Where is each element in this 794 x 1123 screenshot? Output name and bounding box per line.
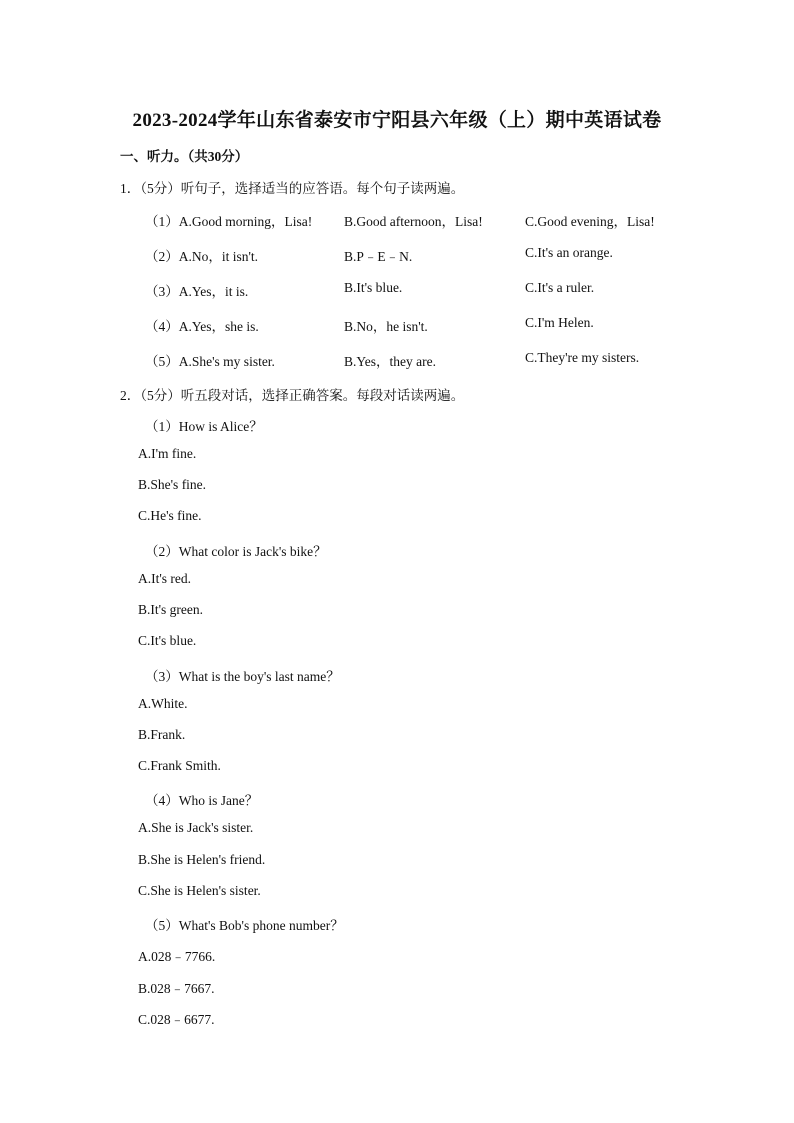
- question-2-sub-5: （5）What's Bob's phone number？: [145, 918, 344, 933]
- option-a: A.It's red.: [138, 571, 192, 586]
- option-b: B.She's fine.: [138, 477, 207, 492]
- option-c: C.028﹣6677.: [138, 1012, 215, 1027]
- option-c: C.Frank Smith.: [138, 758, 221, 773]
- option-c: C.It's an orange.: [525, 245, 613, 260]
- option-a: （1）A.Good morning，Lisa!: [145, 214, 313, 229]
- option-c: C.She is Helen's sister.: [138, 883, 261, 898]
- option-c: C.I'm Helen.: [525, 315, 594, 330]
- option-a: A.White.: [138, 696, 188, 711]
- question-2-sub-3: （3）What is the boy's last name？: [145, 669, 340, 684]
- option-b: B.Frank.: [138, 727, 186, 742]
- option-b: B.It's green.: [138, 602, 204, 617]
- option-b: B.It's blue.: [344, 280, 403, 295]
- option-c: C.They're my sisters.: [525, 350, 640, 365]
- option-a: （3）A.Yes，it is.: [145, 284, 249, 299]
- option-c: C.It's blue.: [138, 633, 197, 648]
- option-a: （4）A.Yes，she is.: [145, 319, 259, 334]
- option-b: B.Good afternoon，Lisa!: [344, 214, 483, 229]
- option-a: A.She is Jack's sister.: [138, 820, 254, 835]
- option-b: B.No，he isn't.: [344, 319, 428, 334]
- question-2-sub-1: （1）How is Alice？: [145, 419, 263, 434]
- question-2-heading: 2．（5分）听五段对话，选择正确答案。每段对话读两遍。: [120, 388, 465, 403]
- option-b: B.P﹣E﹣N.: [344, 249, 413, 264]
- question-2-sub-2: （2）What color is Jack's bike？: [145, 544, 327, 559]
- option-a: A.028﹣7766.: [138, 949, 216, 964]
- option-b: B.She is Helen's friend.: [138, 852, 266, 867]
- option-b: B.Yes，they are.: [344, 354, 436, 369]
- question-2-sub-4: （4）Who is Jane？: [145, 793, 259, 808]
- option-c: C.Good evening，Lisa!: [525, 214, 655, 229]
- section-heading-listening: 一、听力。（共30分）: [120, 149, 249, 164]
- option-c: C.It's a ruler.: [525, 280, 595, 295]
- option-b: B.028﹣7667.: [138, 981, 215, 996]
- question-1-heading: 1．（5分）听句子，选择适当的应答语。每个句子读两遍。: [120, 181, 465, 196]
- option-a: A.I'm fine.: [138, 446, 197, 461]
- option-c: C.He's fine.: [138, 508, 202, 523]
- option-a: （5）A.She's my sister.: [145, 354, 275, 369]
- page-title: 2023-2024学年山东省泰安市宁阳县六年级（上）期中英语试卷: [132, 110, 662, 131]
- option-a: （2）A.No，it isn't.: [145, 249, 259, 264]
